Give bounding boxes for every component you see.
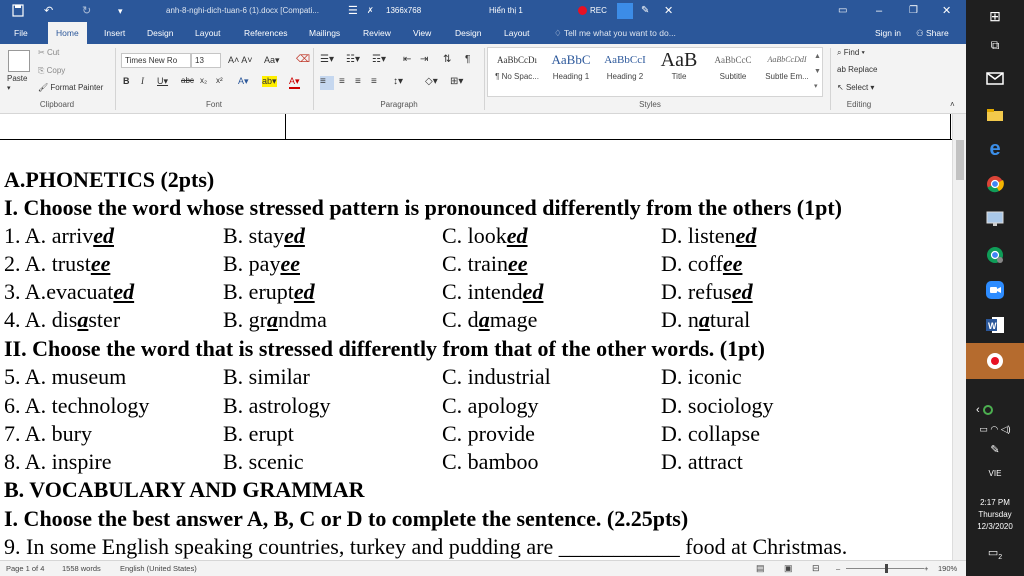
windows-start-icon[interactable]: ⊞ — [989, 7, 1001, 24]
input-language[interactable]: VIE — [988, 469, 1002, 478]
option-c: C. industrial — [442, 364, 551, 389]
tab-review[interactable]: Review — [363, 28, 391, 38]
page-count[interactable]: Page 1 of 4 — [6, 564, 45, 573]
style-name: Subtle Em... — [765, 72, 809, 81]
pin-icon[interactable]: ✗ — [367, 6, 374, 15]
option-b: B. astrology — [223, 393, 331, 418]
style-name: Heading 2 — [606, 72, 644, 81]
notification-count: 2 — [998, 554, 1003, 562]
option-b: B. similar — [223, 364, 310, 389]
find-label: Find — [843, 48, 860, 57]
multilevel-list-icon[interactable]: ☶▾ — [372, 54, 386, 65]
align-center-icon[interactable]: ≡ — [339, 76, 345, 87]
copy-label: Copy — [46, 66, 66, 75]
cut-button[interactable] — [38, 48, 59, 57]
part-3-instruction: I. Choose the best answer A, B, C or D to complete the sentence. (2.25pts) — [4, 506, 689, 531]
recorder-taskbar-button[interactable] — [966, 343, 1024, 379]
mail-icon[interactable] — [980, 63, 1010, 93]
monitor-icon[interactable] — [980, 204, 1010, 234]
share-label: Share — [925, 28, 949, 38]
question-9-partial: 9. In some English speaking countries, turkey and pudding are ___________ food at Christmas. — [4, 534, 848, 559]
undo-icon[interactable]: ↶ — [44, 5, 54, 17]
tab-view[interactable]: View — [413, 28, 432, 38]
record-button[interactable] — [578, 0, 607, 22]
option-b: B. erupt — [223, 421, 294, 446]
style-heading-2[interactable] — [598, 48, 652, 92]
increase-indent-icon[interactable]: ⇥ — [420, 54, 429, 65]
option-a: 8. A. inspire — [4, 449, 112, 474]
question-7 — [4, 420, 944, 448]
borders-icon[interactable]: ⊞▾ — [450, 76, 464, 87]
tell-me-search[interactable] — [546, 22, 684, 44]
option-b: B. scenic — [223, 449, 304, 474]
change-case-icon[interactable]: Aa▾ — [264, 55, 280, 65]
close-recorder-icon[interactable]: ✕ — [664, 5, 674, 17]
web-layout-icon[interactable]: ⊟ — [812, 563, 820, 573]
strikethrough-icon[interactable]: abc — [181, 76, 194, 85]
search-icon: ⌕ — [837, 48, 844, 57]
person-icon: ⚇ — [916, 28, 926, 38]
style-heading-1[interactable] — [544, 48, 598, 92]
grow-font-icon[interactable]: A˄ A˅ — [228, 55, 253, 65]
replace-label: Replace — [848, 65, 878, 74]
qat-customize-icon[interactable]: ▾ — [118, 6, 123, 16]
table-fragment — [0, 114, 952, 140]
option-c: C. apology — [442, 393, 539, 418]
text-effects-icon[interactable]: A▾ — [238, 76, 249, 86]
resolution-label: 1366x768 — [386, 6, 422, 15]
style-title[interactable] — [652, 48, 706, 92]
tray-network-volume-icons[interactable]: ▭ ◠ ◁) — [979, 424, 1011, 434]
option-d: D. attract — [661, 449, 743, 474]
option-c: C. looked — [442, 223, 528, 248]
option-d: D. listened — [661, 223, 757, 248]
style-sample: AaB — [660, 49, 698, 71]
font-color-icon[interactable]: A▾ — [289, 76, 300, 89]
ribbon-display-icon[interactable]: ▭ — [838, 5, 848, 16]
underline-icon[interactable]: U▾ — [157, 76, 169, 86]
tab-layout[interactable]: Layout — [195, 28, 221, 38]
record-label: REC — [590, 6, 607, 15]
style-name: Heading 1 — [552, 72, 590, 81]
question-2 — [4, 250, 944, 278]
option-d: D. iconic — [661, 364, 742, 389]
taskbar — [966, 0, 1024, 576]
question-6 — [4, 392, 944, 420]
vertical-scrollbar[interactable] — [952, 114, 966, 560]
option-b: B. payee — [223, 251, 300, 276]
numbering-icon[interactable]: ☷▾ — [346, 54, 360, 65]
save-icon[interactable] — [12, 0, 24, 22]
tab-home[interactable]: Home — [48, 22, 87, 44]
italic-icon[interactable]: I — [141, 76, 144, 86]
show-marks-icon[interactable]: ¶ — [465, 54, 471, 65]
option-a: 4. A. disaster — [4, 307, 121, 332]
style-name: ¶ No Spac... — [495, 72, 539, 81]
line-spacing-icon[interactable]: ↕▾ — [393, 76, 404, 87]
close-icon[interactable]: ✕ — [942, 5, 952, 17]
question-3 — [4, 278, 944, 306]
option-d: D. natural — [661, 307, 751, 332]
align-left-icon[interactable]: ≡ — [320, 76, 334, 90]
pen-icon[interactable]: ✎ — [641, 5, 650, 16]
style-sample: AaBbCcDdI — [767, 55, 807, 64]
option-d: D. refused — [661, 279, 753, 304]
task-view-icon[interactable]: ⧉ — [990, 37, 1000, 52]
collapse-ribbon-icon[interactable]: ˄ — [950, 100, 955, 109]
option-b: B. stayed — [223, 223, 305, 248]
document-title: anh-8-nghi-dich-tuan-6 (1).docx [Compati... — [166, 6, 319, 15]
document-area[interactable] — [0, 114, 966, 560]
zoom-level[interactable]: 190% — [938, 564, 958, 573]
record-dot-icon — [578, 6, 587, 15]
zoom-in-icon[interactable]: + — [924, 564, 929, 573]
superscript-icon[interactable]: x² — [216, 76, 223, 85]
edge-icon[interactable]: e — [989, 137, 1001, 160]
display-label: Hiển thị 1 — [489, 6, 523, 15]
notification-icon: ▭ — [987, 547, 999, 559]
option-a: 7. A. bury — [4, 421, 92, 446]
paragraph-group-label: Paragraph — [380, 100, 418, 109]
section-phonetics: A.PHONETICS (2pts) — [4, 167, 215, 192]
language-indicator[interactable]: English (United States) — [120, 564, 197, 573]
cut-label: Cut — [46, 48, 60, 57]
minimize-icon[interactable]: – — [876, 5, 883, 17]
scroll-thumb[interactable] — [956, 140, 964, 180]
option-b: B. erupted — [223, 279, 315, 304]
svg-text:W: W — [988, 321, 997, 331]
font-group-label: Font — [205, 100, 222, 109]
style-sample: AaBbCcI — [604, 54, 646, 66]
print-layout-icon[interactable]: ▣ — [784, 563, 793, 573]
style-subtitle[interactable] — [706, 48, 760, 92]
select-label: Select — [845, 83, 869, 92]
tab-mailings[interactable]: Mailings — [309, 28, 341, 38]
option-a: 5. A. museum — [4, 364, 127, 389]
option-c: C. intended — [442, 279, 544, 304]
tab-design[interactable]: Design — [147, 28, 174, 38]
lightbulb-icon: ♢ — [554, 28, 564, 38]
replace-icon: ab — [837, 65, 849, 74]
scissors-icon: ✂ — [38, 48, 47, 57]
bold-icon[interactable]: B — [123, 76, 130, 86]
clear-format-icon[interactable]: ⌫ — [296, 54, 311, 65]
option-d: D. collapse — [661, 421, 760, 446]
style-sample: AaBbC — [551, 52, 591, 67]
style-name: Title — [671, 72, 687, 81]
tab-insert[interactable]: Insert — [104, 28, 126, 38]
justify-icon[interactable]: ≡ — [371, 76, 377, 87]
word-app-icon[interactable] — [980, 310, 1010, 340]
chrome-profile-icon[interactable] — [980, 240, 1010, 270]
tab-references[interactable]: References — [244, 28, 288, 38]
clock-day[interactable]: Thursday — [978, 510, 1012, 519]
zoom-out-icon[interactable]: – — [836, 564, 841, 573]
copy-icon: ⎘ — [38, 66, 47, 75]
question-1 — [4, 222, 944, 250]
style-sample: AaBbCcC — [714, 55, 752, 65]
option-d: D. coffee — [661, 251, 743, 276]
zoom-slider-thumb[interactable] — [885, 564, 888, 573]
brush-icon: 🖌 — [38, 83, 51, 92]
format-painter-label: Format Painter — [50, 83, 104, 92]
question-5 — [4, 363, 944, 391]
menu-icon[interactable]: ☰ — [348, 5, 358, 17]
sort-icon[interactable]: ⇅ — [443, 54, 452, 65]
option-b: B. grandma — [223, 307, 327, 332]
style-sample: AaBbCcDı — [497, 55, 537, 65]
align-right-icon[interactable]: ≡ — [355, 76, 361, 87]
option-a: 6. A. technology — [4, 393, 150, 418]
option-d: D. sociology — [661, 393, 774, 418]
question-8 — [4, 448, 944, 476]
redo-icon[interactable]: ↻ — [82, 5, 92, 17]
pen-workspace-icon[interactable]: ✎ — [990, 444, 1000, 456]
styles-scroll-icon[interactable]: ▲ ▼ ▾ — [814, 53, 821, 90]
tray-expand-icon[interactable]: ‹ — [966, 404, 1024, 416]
option-a: 1. A. arrived — [4, 223, 114, 248]
screen-icon[interactable] — [617, 3, 633, 19]
question-4 — [4, 306, 944, 334]
option-a: 3. A.evacuated — [4, 279, 135, 304]
part-1-instruction: I. Choose the word whose stressed pattern is pronounced differently from the others (1pt) — [4, 195, 842, 220]
table-border — [950, 114, 951, 140]
tell-me-text: Tell me what you want to do... — [563, 28, 676, 38]
font-name-box[interactable]: Times New Ro — [121, 53, 191, 68]
option-c: C. trainee — [442, 251, 528, 276]
editing-group-label: Editing — [846, 100, 872, 109]
font-size-box[interactable]: 13 — [191, 53, 221, 68]
shading-icon[interactable]: ◇▾ — [425, 76, 438, 87]
replace-button[interactable] — [837, 65, 877, 74]
share-button[interactable] — [908, 22, 957, 44]
clock-date[interactable]: 12/3/2020 — [977, 522, 1013, 531]
sign-in-link[interactable]: Sign in — [875, 28, 901, 38]
tab-file[interactable]: File — [14, 28, 28, 38]
ribbon-tabs — [0, 22, 966, 44]
record-icon — [987, 353, 1003, 369]
style-subtle-emphasis[interactable] — [760, 48, 814, 92]
read-mode-icon[interactable]: ▤ — [756, 563, 765, 573]
word-count[interactable]: 1558 words — [62, 564, 101, 573]
bullets-icon[interactable]: ☰▾ — [320, 54, 334, 65]
file-explorer-icon[interactable] — [980, 100, 1010, 130]
notification-center-button[interactable] — [966, 546, 1024, 561]
style-name: Subtitle — [719, 72, 747, 81]
option-c: C. provide — [442, 421, 535, 446]
zoom-app-icon[interactable] — [980, 275, 1010, 305]
option-c: C. damage — [442, 307, 538, 332]
option-a: 2. A. trustee — [4, 251, 111, 276]
paste-icon[interactable] — [8, 50, 30, 72]
status-bar — [0, 560, 966, 576]
ribbon-home — [0, 44, 966, 114]
cursor-icon: ↖ — [837, 83, 846, 92]
styles-group-label: Styles — [639, 100, 661, 109]
decrease-indent-icon[interactable]: ⇤ — [403, 54, 412, 65]
title-bar — [0, 0, 966, 22]
subscript-icon[interactable]: x₂ — [200, 76, 208, 85]
clock-time[interactable]: 2:17 PM — [980, 498, 1010, 507]
tab-table-layout[interactable]: Layout — [504, 28, 530, 38]
restore-icon[interactable]: ❐ — [909, 5, 918, 16]
paste-dropdown-icon[interactable]: ▾ — [7, 85, 11, 92]
copy-button[interactable] — [38, 66, 65, 76]
chrome-icon[interactable] — [980, 169, 1010, 199]
paste-button[interactable]: Paste — [7, 74, 28, 83]
clipboard-group-label: Clipboard — [39, 100, 75, 109]
option-c: C. bamboo — [442, 449, 539, 474]
part-2-instruction: II. Choose the word that is stressed differently from that of the other words. (1pt) — [4, 336, 765, 361]
find-button[interactable]: ⌕ Find ▾ — [837, 48, 865, 57]
highlight-icon[interactable]: ab▾ — [262, 76, 277, 86]
section-vocabulary: B. VOCABULARY AND GRAMMAR — [4, 477, 365, 502]
table-border — [285, 114, 286, 140]
style-no-spacing[interactable] — [490, 48, 544, 92]
tab-table-design[interactable]: Design — [455, 28, 482, 38]
format-painter-button[interactable] — [38, 83, 103, 92]
select-button[interactable]: ↖ Select ▾ — [837, 83, 875, 92]
